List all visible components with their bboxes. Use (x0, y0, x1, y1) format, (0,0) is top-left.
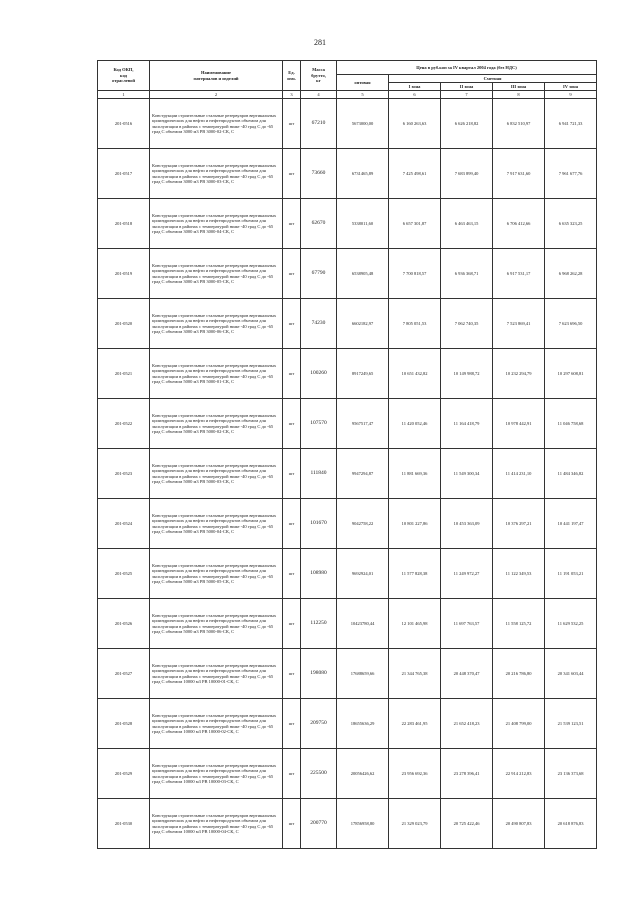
row-zone-1-price: 12 101 465,98 (389, 599, 441, 649)
row-zone-2-price: 10 149 988,72 (441, 349, 493, 399)
row-zone-4-price: 6 968 262,28 (545, 249, 597, 299)
row-wholesale-price: 5673000,00 (337, 99, 389, 149)
column-number: 2 (150, 91, 283, 99)
row-zone-2-price: 6 936 368,71 (441, 249, 493, 299)
table-row (98, 199, 597, 249)
table-body (98, 99, 597, 849)
row-name: Конструкции строительные стальные резервуаров вертикальных цилиндрических для нефти и нефтепродуктов объемом для эксплуатации в районах с температурой ниже -40 град С до -65 град С объемом 5000 м3 РВ 5000-03-СК, С (150, 449, 283, 499)
row-name: Конструкции строительные стальные резервуаров вертикальных цилиндрических для нефти и нефтепродуктов объемом для эксплуатации в районах с температурой ниже -40 град С до -65 град С объемом 10000 м3 РВ 10000-02-СК, С (150, 699, 283, 749)
row-zone-3-price: 6 706 412,66 (493, 199, 545, 249)
row-zone-2-price: 23 278 396,41 (441, 749, 493, 799)
table-row (98, 249, 597, 299)
row-zone-4-price: 23 136 373,68 (545, 749, 597, 799)
column-number: 7 (441, 91, 493, 99)
row-code: 201-0518 (98, 199, 150, 249)
row-zone-4-price: 10 441 197,47 (545, 499, 597, 549)
row-zone-2-price: 6 463 463,15 (441, 199, 493, 249)
row-unit: шт (283, 449, 301, 499)
row-unit: шт (283, 549, 301, 599)
row-zone-1-price: 6 657 301,87 (389, 199, 441, 249)
row-name: Конструкции строительные стальные резервуаров вертикальных цилиндрических для нефти и нефтепродуктов объемом для эксплуатации в районах с температурой ниже -40 град С до -65 град С объемом 3000 м3 РВ 3000-02-СК, С (150, 99, 283, 149)
table-row (98, 649, 597, 699)
row-code: 201-0519 (98, 249, 150, 299)
row-mass: 108980 (301, 549, 337, 599)
row-zone-4-price: 11 191 053,21 (545, 549, 597, 599)
row-mass: 225500 (301, 749, 337, 799)
row-zone-4-price: 20 618 876,83 (545, 799, 597, 849)
header-unit: Ед. изм. (283, 61, 301, 91)
row-unit: шт (283, 249, 301, 299)
row-code: 201-0527 (98, 649, 150, 699)
row-zone-1-price: 7 700 818,57 (389, 249, 441, 299)
row-zone-4-price: 10 297 608,81 (545, 349, 597, 399)
row-name: Конструкции строительные стальные резервуаров вертикальных цилиндрических для нефти и нефтепродуктов объемом для эксплуатации в районах с температурой ниже -40 град С до -65 град С объемом 5000 м3 РВ 5000-04-СК, С (150, 499, 283, 549)
row-wholesale-price: 9947294,87 (337, 449, 389, 499)
row-code: 201-0524 (98, 499, 150, 549)
header-price-title: Цена в руб.коп за IV квартал 2004 года (без НДС) (337, 61, 597, 75)
row-zone-1-price: 6 160 263,63 (389, 99, 441, 149)
row-code: 201-0526 (98, 599, 150, 649)
table-row (98, 749, 597, 799)
row-mass: 101670 (301, 499, 337, 549)
table-row (98, 599, 597, 649)
row-unit: шт (283, 599, 301, 649)
row-zone-4-price: 11 629 532,25 (545, 599, 597, 649)
column-number: 4 (301, 91, 337, 99)
row-mass: 200770 (301, 799, 337, 849)
row-code: 201-0523 (98, 449, 150, 499)
column-number: 8 (493, 91, 545, 99)
table-row (98, 99, 597, 149)
row-wholesale-price: 9692924,01 (337, 549, 389, 599)
header-wholesale: оптовая (337, 75, 389, 91)
row-zone-3-price: 6 832 510,97 (493, 99, 545, 149)
row-code: 201-0529 (98, 749, 150, 799)
row-code: 201-0525 (98, 549, 150, 599)
row-wholesale-price: 6602182,97 (337, 299, 389, 349)
row-zone-2-price: 11 164 418,79 (441, 399, 493, 449)
column-number-row (98, 91, 597, 99)
table-row (98, 299, 597, 349)
row-unit: шт (283, 99, 301, 149)
row-zone-1-price: 23 956 692,36 (389, 749, 441, 799)
row-zone-2-price: 11 249 972,27 (441, 549, 493, 599)
row-unit: шт (283, 499, 301, 549)
row-mass: 67210 (301, 99, 337, 149)
table-row (98, 799, 597, 849)
header-estimate: Сметная (389, 75, 597, 83)
row-name: Конструкции строительные стальные резервуаров вертикальных цилиндрических для нефти и нефтепродуктов объемом для эксплуатации в районах с температурой ниже -40 град С до -65 град С объемом 5000 м3 РВ 5000-01-СК, С (150, 349, 283, 399)
row-zone-4-price: 11 046 758,68 (545, 399, 597, 449)
row-name: Конструкции строительные стальные резервуаров вертикальных цилиндрических для нефти и нефтепродуктов объемом для эксплуатации в районах с температурой ниже -40 град С до -65 град С объемом 5000 м3 РВ 5000-02-СК, С (150, 399, 283, 449)
row-unit: шт (283, 799, 301, 849)
row-unit: шт (283, 149, 301, 199)
row-zone-4-price: 20 341 603,44 (545, 649, 597, 699)
table-row (98, 349, 597, 399)
row-zone-2-price: 21 652 418,23 (441, 699, 493, 749)
row-code: 201-0528 (98, 699, 150, 749)
row-zone-3-price: 21 408 799,00 (493, 699, 545, 749)
row-zone-3-price: 11 122 349,53 (493, 549, 545, 599)
row-zone-1-price: 21 329 023,79 (389, 799, 441, 849)
row-zone-1-price: 11 577 828,38 (389, 549, 441, 599)
row-wholesale-price: 6731465,89 (337, 149, 389, 199)
row-name: Конструкции строительные стальные резервуаров вертикальных цилиндрических для нефти и нефтепродуктов объемом для эксплуатации в районах с температурой ниже -40 град С до -65 град С объемом 3000 м3 РВ 3000-03-СК, С (150, 149, 283, 199)
row-zone-3-price: 7 523 869,41 (493, 299, 545, 349)
page-number: 281 (314, 38, 326, 47)
table-row (98, 699, 597, 749)
row-zone-2-price: 11 697 763,57 (441, 599, 493, 649)
row-zone-3-price: 7 917 631,60 (493, 149, 545, 199)
row-zone-2-price: 10 453 363,09 (441, 499, 493, 549)
header-zone-1: I зона (389, 83, 441, 91)
header-code: Код ОКП, код отраслевой (98, 61, 150, 91)
row-zone-4-price: 21 539 123,51 (545, 699, 597, 749)
table-row (98, 399, 597, 449)
row-mass: 74230 (301, 299, 337, 349)
row-code: 201-0521 (98, 349, 150, 399)
row-zone-3-price: 11 558 125,72 (493, 599, 545, 649)
row-name: Конструкции строительные стальные резервуаров вертикальных цилиндрических для нефти и нефтепродуктов объемом для эксплуатации в районах с температурой ниже -40 град С до -65 град С объемом 3000 м3 РВ 3000-06-СК, С (150, 299, 283, 349)
row-wholesale-price: 8917249,65 (337, 349, 389, 399)
row-name: Конструкции строительные стальные резервуаров вертикальных цилиндрических для нефти и нефтепродуктов объемом для эксплуатации в районах с температурой ниже -40 град С до -65 град С объемом 3000 м3 РВ 3000-05-СК, С (150, 249, 283, 299)
column-number: 9 (545, 91, 597, 99)
row-unit: шт (283, 299, 301, 349)
row-zone-4-price: 6 635 323,25 (545, 199, 597, 249)
row-wholesale-price: 9567517,47 (337, 399, 389, 449)
row-zone-4-price: 7 623 696,50 (545, 299, 597, 349)
row-zone-1-price: 22 283 461,95 (389, 699, 441, 749)
table-row (98, 499, 597, 549)
row-mass: 62670 (301, 199, 337, 249)
column-number: 3 (283, 91, 301, 99)
column-number: 5 (337, 91, 389, 99)
header-zone-4: IV зона (545, 83, 597, 91)
row-wholesale-price: 17856958,80 (337, 799, 389, 849)
row-mass: 107570 (301, 399, 337, 449)
row-code: 201-0516 (98, 99, 150, 149)
row-unit: шт (283, 699, 301, 749)
row-code: 201-0522 (98, 399, 150, 449)
row-zone-1-price: 7 805 051,53 (389, 299, 441, 349)
row-zone-3-price: 22 914 212,83 (493, 749, 545, 799)
price-table (97, 60, 597, 849)
row-zone-3-price: 10 232 294,79 (493, 349, 545, 399)
row-mass: 198080 (301, 649, 337, 699)
row-zone-3-price: 20 490 807,83 (493, 799, 545, 849)
table-row (98, 149, 597, 199)
row-zone-1-price: 21 344 765,38 (389, 649, 441, 699)
row-zone-2-price: 11 549 300,34 (441, 449, 493, 499)
row-name: Конструкции строительные стальные резервуаров вертикальных цилиндрических для нефти и нефтепродуктов объемом для эксплуатации в районах с температурой ниже -40 град С до -65 град С объемом 10000 м3 РВ 10000-04-СК, С (150, 799, 283, 849)
header-mass: Масса брутто, кг (301, 61, 337, 91)
row-zone-1-price: 11 420 052,46 (389, 399, 441, 449)
header-name: Наименование материалов и изделий (150, 61, 283, 91)
row-code: 201-0520 (98, 299, 150, 349)
row-mass: 100260 (301, 349, 337, 399)
row-name: Конструкции строительные стальные резервуаров вертикальных цилиндрических для нефти и нефтепродуктов объемом для эксплуатации в районах с температурой ниже -40 град С до -65 град С объемом 3000 м3 РВ 3000-04-СК, С (150, 199, 283, 249)
row-unit: шт (283, 749, 301, 799)
row-zone-4-price: 6 941 721,33 (545, 99, 597, 149)
row-wholesale-price: 9042758,22 (337, 499, 389, 549)
row-zone-3-price: 10 376 297,21 (493, 499, 545, 549)
row-code: 201-0517 (98, 149, 150, 199)
row-zone-2-price: 7 062 740,35 (441, 299, 493, 349)
row-name: Конструкции строительные стальные резервуаров вертикальных цилиндрических для нефти и нефтепродуктов объемом для эксплуатации в районах с температурой ниже -40 град С до -65 град С объемом 5000 м3 РВ 5000-05-СК, С (150, 549, 283, 599)
row-zone-2-price: 20 725 422,46 (441, 799, 493, 849)
row-zone-2-price: 7 683 899,40 (441, 149, 493, 199)
row-unit: шт (283, 199, 301, 249)
row-name: Конструкции строительные стальные резервуаров вертикальных цилиндрических для нефти и нефтепродуктов объемом для эксплуатации в районах с температурой ниже -40 град С до -65 град С объемом 10000 м3 РВ 10000-03-СК, С (150, 749, 283, 799)
column-number: 1 (98, 91, 150, 99)
table-row (98, 549, 597, 599)
row-zone-1-price: 7 425 498,61 (389, 149, 441, 199)
row-name: Конструкции строительные стальные резервуаров вертикальных цилиндрических для нефти и нефтепродуктов объемом для эксплуатации в районах с температурой ниже -40 град С до -65 град С объемом 10000 м3 РВ 10000-01-СК, С (150, 649, 283, 699)
row-wholesale-price: 20056426,62 (337, 749, 389, 799)
row-mass: 67790 (301, 249, 337, 299)
row-wholesale-price: 10423780,44 (337, 599, 389, 649)
header-zone-3: III зона (493, 83, 545, 91)
row-wholesale-price: 5338011,60 (337, 199, 389, 249)
row-zone-1-price: 10 651 432,82 (389, 349, 441, 399)
column-number: 6 (389, 91, 441, 99)
row-zone-1-price: 11 881 669,36 (389, 449, 441, 499)
header-zone-2: II зона (441, 83, 493, 91)
row-unit: шт (283, 349, 301, 399)
row-zone-1-price: 10 801 227,86 (389, 499, 441, 549)
row-code: 201-0530 (98, 799, 150, 849)
row-mass: 209750 (301, 699, 337, 749)
row-name: Конструкции строительные стальные резервуаров вертикальных цилиндрических для нефти и нефтепродуктов объемом для эксплуатации в районах с температурой ниже -40 град С до -65 град С объемом 5000 м3 РВ 5000-06-СК, С (150, 599, 283, 649)
row-mass: 112250 (301, 599, 337, 649)
row-zone-2-price: 6 626 218,82 (441, 99, 493, 149)
row-zone-3-price: 10 978 442,91 (493, 399, 545, 449)
row-zone-2-price: 20 448 370,47 (441, 649, 493, 699)
row-unit: шт (283, 399, 301, 449)
row-zone-4-price: 7 961 677,76 (545, 149, 597, 199)
table-row (98, 449, 597, 499)
row-mass: 73660 (301, 149, 337, 199)
row-mass: 111840 (301, 449, 337, 499)
row-wholesale-price: 18655636,29 (337, 699, 389, 749)
row-unit: шт (283, 649, 301, 699)
row-zone-4-price: 11 484 346,82 (545, 449, 597, 499)
row-wholesale-price: 6538905,48 (337, 249, 389, 299)
row-zone-3-price: 20 216 786,80 (493, 649, 545, 699)
row-zone-3-price: 6 917 531,17 (493, 249, 545, 299)
row-zone-3-price: 11 414 231,10 (493, 449, 545, 499)
row-wholesale-price: 17688659,66 (337, 649, 389, 699)
